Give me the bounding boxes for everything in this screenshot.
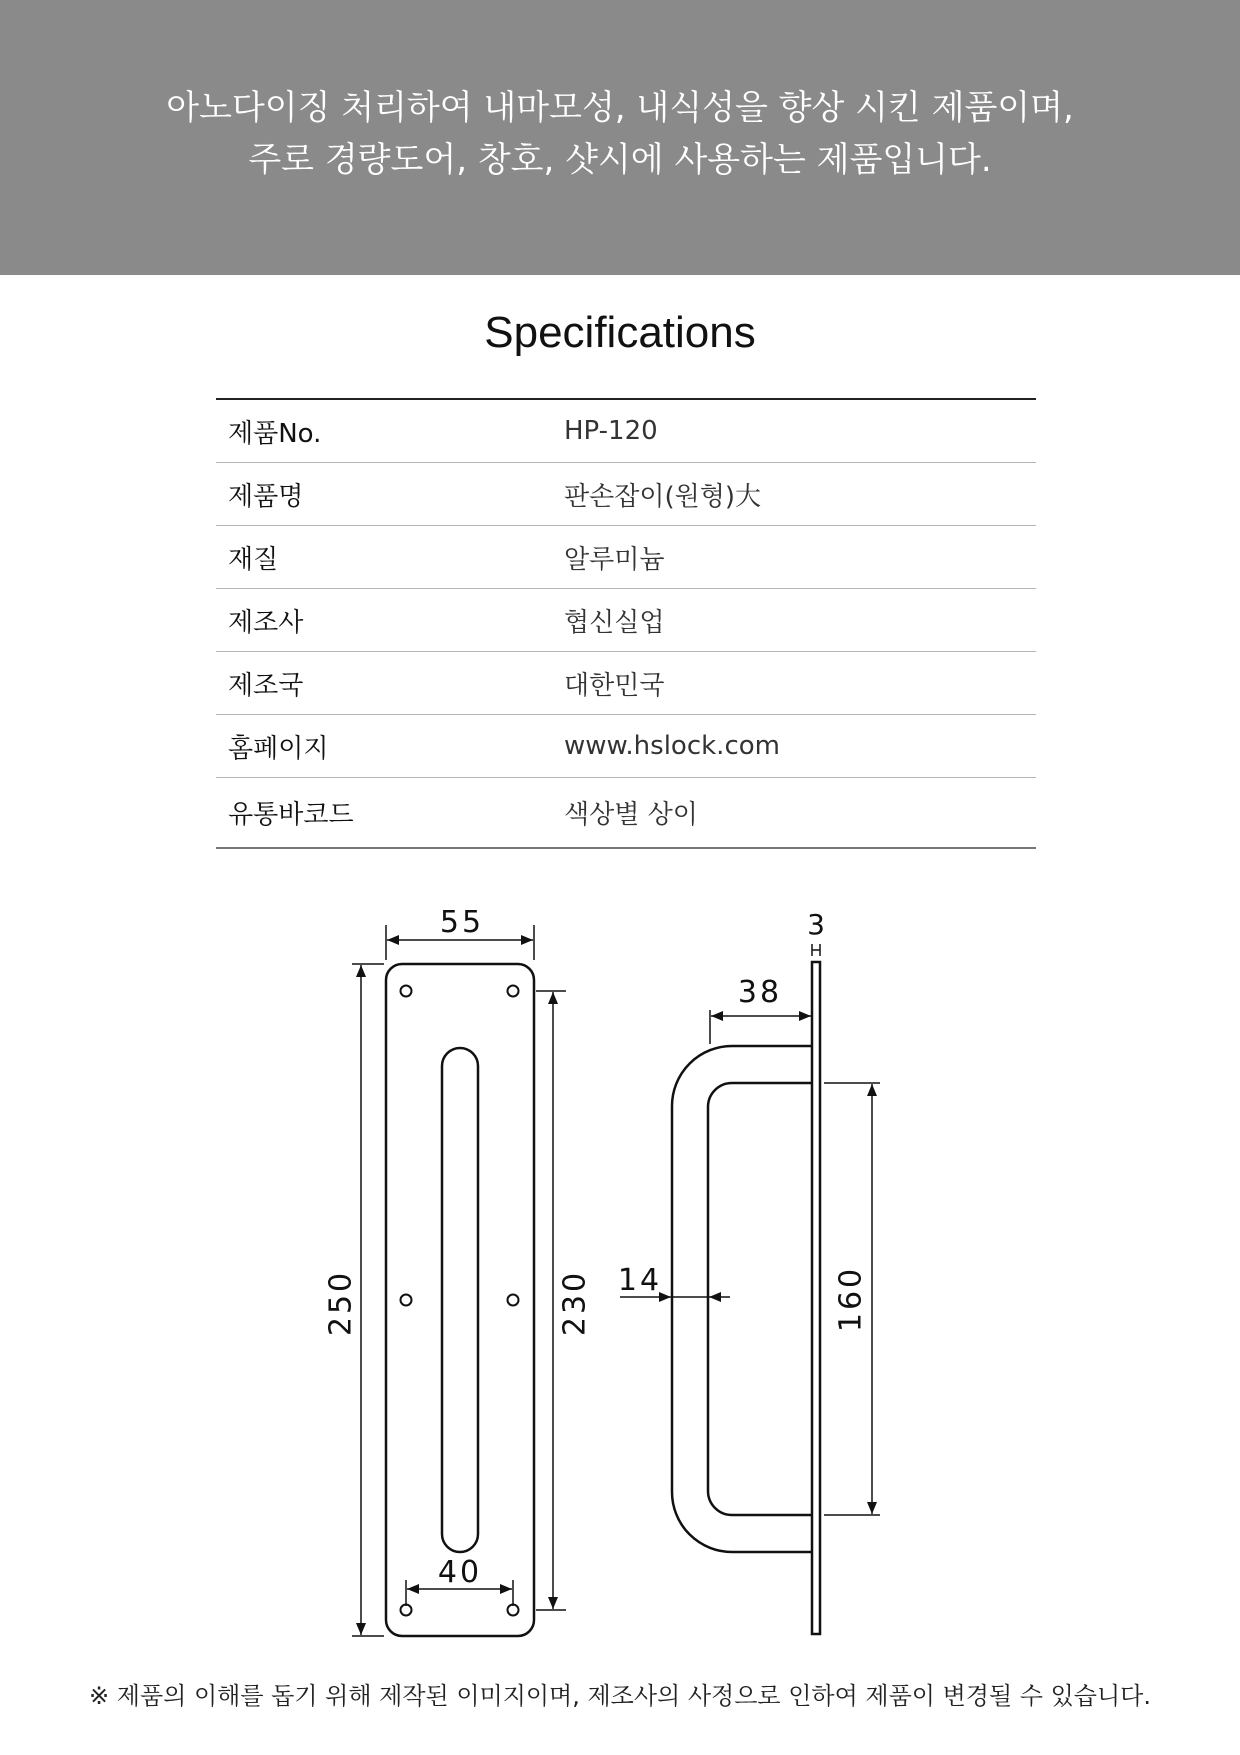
spec-value: 대한민국 bbox=[564, 670, 665, 701]
dim-hole-height-label: 230 bbox=[557, 1269, 593, 1337]
dim-hole-height bbox=[536, 991, 593, 1610]
spec-label: 제조사 bbox=[228, 607, 304, 638]
spec-label: 제조국 bbox=[228, 670, 304, 701]
screw-hole bbox=[508, 1605, 519, 1616]
front-view bbox=[324, 905, 593, 1636]
dim-projection-label: 38 bbox=[737, 975, 783, 1010]
dim-grip-length bbox=[824, 1083, 880, 1515]
spec-label: 제품No. bbox=[228, 418, 322, 449]
dim-plate-height-label: 250 bbox=[323, 1269, 359, 1337]
side-view bbox=[618, 908, 880, 1634]
spec-value: HP-120 bbox=[564, 416, 658, 446]
description-line-1: 아노다이징 처리하여 내마모성, 내식성을 향상 시킨 제품이며, bbox=[166, 88, 1074, 128]
dim-hole-spacing-label: 40 bbox=[437, 1555, 483, 1590]
spec-label: 유통바코드 bbox=[228, 800, 354, 830]
disclaimer-footnote: ※ 제품의 이해를 돕기 위해 제작된 이미지이며, 제조사의 사정으로 인하여 제품이 변경될 수 있습니다. bbox=[89, 1682, 1151, 1710]
spec-label: 재질 bbox=[228, 544, 279, 575]
dim-grip-diameter-label: 14 bbox=[617, 1263, 663, 1298]
handle-inner-contour bbox=[708, 1083, 812, 1515]
handle-outer-contour bbox=[672, 1046, 812, 1552]
screw-hole bbox=[508, 1295, 519, 1306]
specifications-title: Specifications bbox=[484, 308, 756, 357]
spec-value: 색상별 상이 bbox=[564, 800, 698, 830]
dim-plate-thickness bbox=[807, 908, 825, 956]
screw-hole bbox=[508, 986, 519, 997]
grip-slot bbox=[442, 1048, 478, 1552]
dim-plate-width-label: 55 bbox=[439, 905, 485, 940]
spec-value: 판손잡이(원형)大 bbox=[564, 481, 761, 512]
dim-grip-length-label: 160 bbox=[833, 1265, 869, 1333]
spec-label: 제품명 bbox=[228, 481, 304, 512]
dim-plate-height bbox=[324, 964, 385, 1636]
spec-value: www.hslock.com bbox=[564, 731, 780, 761]
screw-hole bbox=[401, 1605, 412, 1616]
dim-grip-diameter bbox=[618, 1263, 730, 1298]
dim-hole-spacing bbox=[406, 1555, 513, 1606]
side-plate bbox=[812, 962, 820, 1634]
spec-value: 알루미늄 bbox=[564, 544, 665, 575]
dim-projection bbox=[710, 975, 811, 1044]
screw-hole bbox=[401, 986, 412, 997]
spec-label: 홈페이지 bbox=[228, 733, 329, 764]
dim-plate-thickness-label: 3 bbox=[807, 908, 825, 941]
dim-plate-width bbox=[386, 905, 534, 960]
description-line-2: 주로 경량도어, 창호, 샷시에 사용하는 제품입니다. bbox=[248, 140, 992, 180]
screw-hole bbox=[401, 1295, 412, 1306]
spec-value: 협신실업 bbox=[564, 607, 665, 638]
plate-outline bbox=[386, 964, 534, 1636]
